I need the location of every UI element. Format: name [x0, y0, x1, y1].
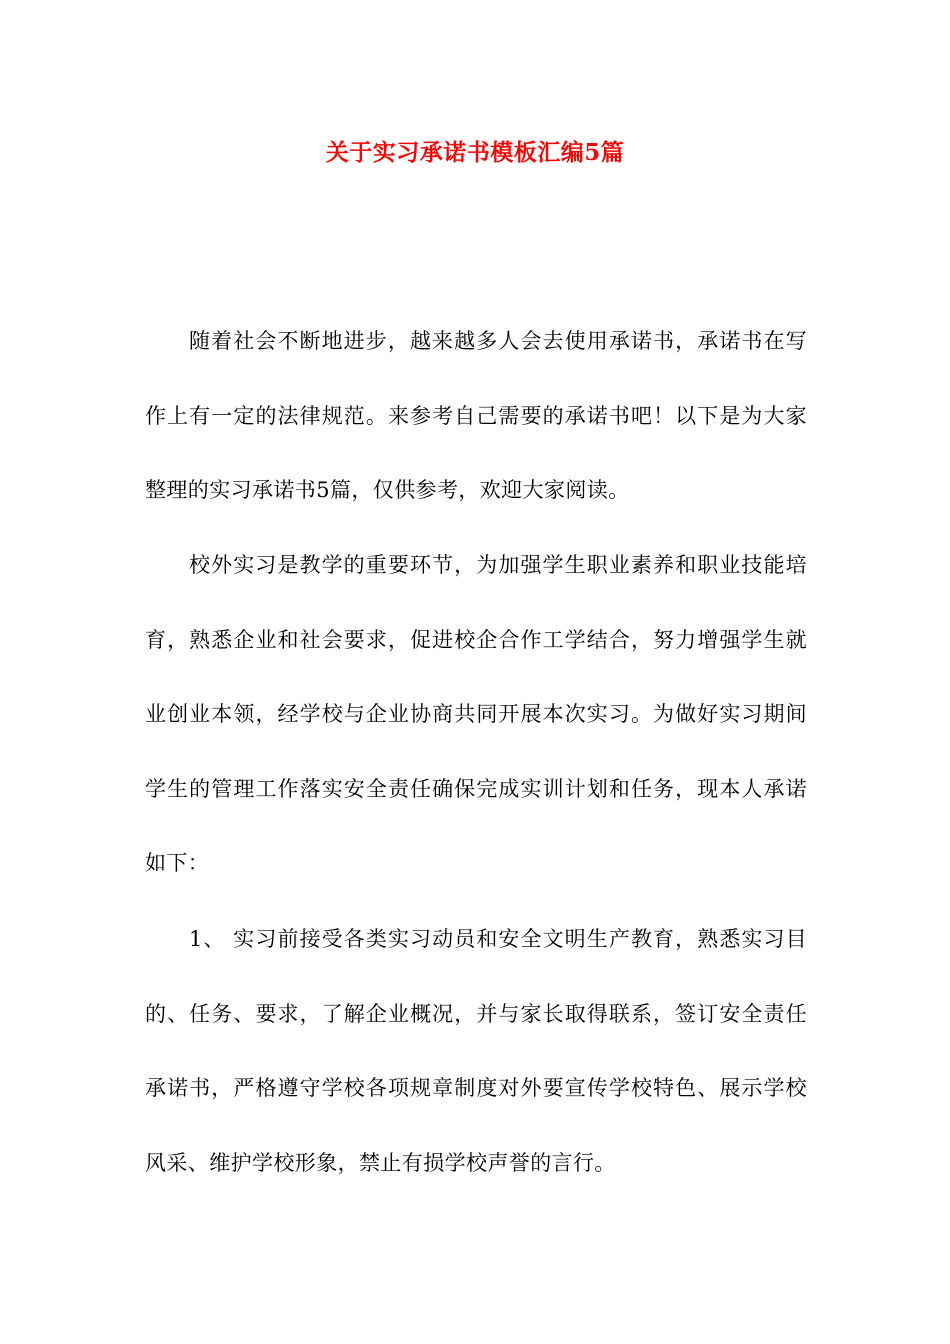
document-title: 关于实习承诺书模板汇编5篇 — [325, 139, 625, 166]
paragraph-commitment-intro: 校外实习是教学的重要环节，为加强学生职业素养和职业技能培育，熟悉企业和社会要求，促进校企合作工学结合，努力增强学生就业创业本领，经学校与企业协商共同开展本次实习。为做好实习期间学生的管理工作落实安全责任确保完成实训计划和任务，现本人承诺如下： — [145, 553, 807, 875]
paragraph-item-1: 1、 实习前接受各类实习动员和安全文明生产教育，熟悉实习目的、任务、要求，了解企业概况，并与家长取得联系，签订安全责任承诺书，严格遵守学校各项规章制度对外要宣传学校特色、展示学校风采、维护学校形象，禁止有损学校声誉的言行。 — [145, 927, 807, 1175]
paragraph-intro: 随着社会不断地进步，越来越多人会去使用承诺书，承诺书在写作上有一定的法律规范。来参考自己需要的承诺书吧！以下是为大家整理的实习承诺书5篇，仅供参考，欢迎大家阅读。 — [145, 329, 807, 502]
